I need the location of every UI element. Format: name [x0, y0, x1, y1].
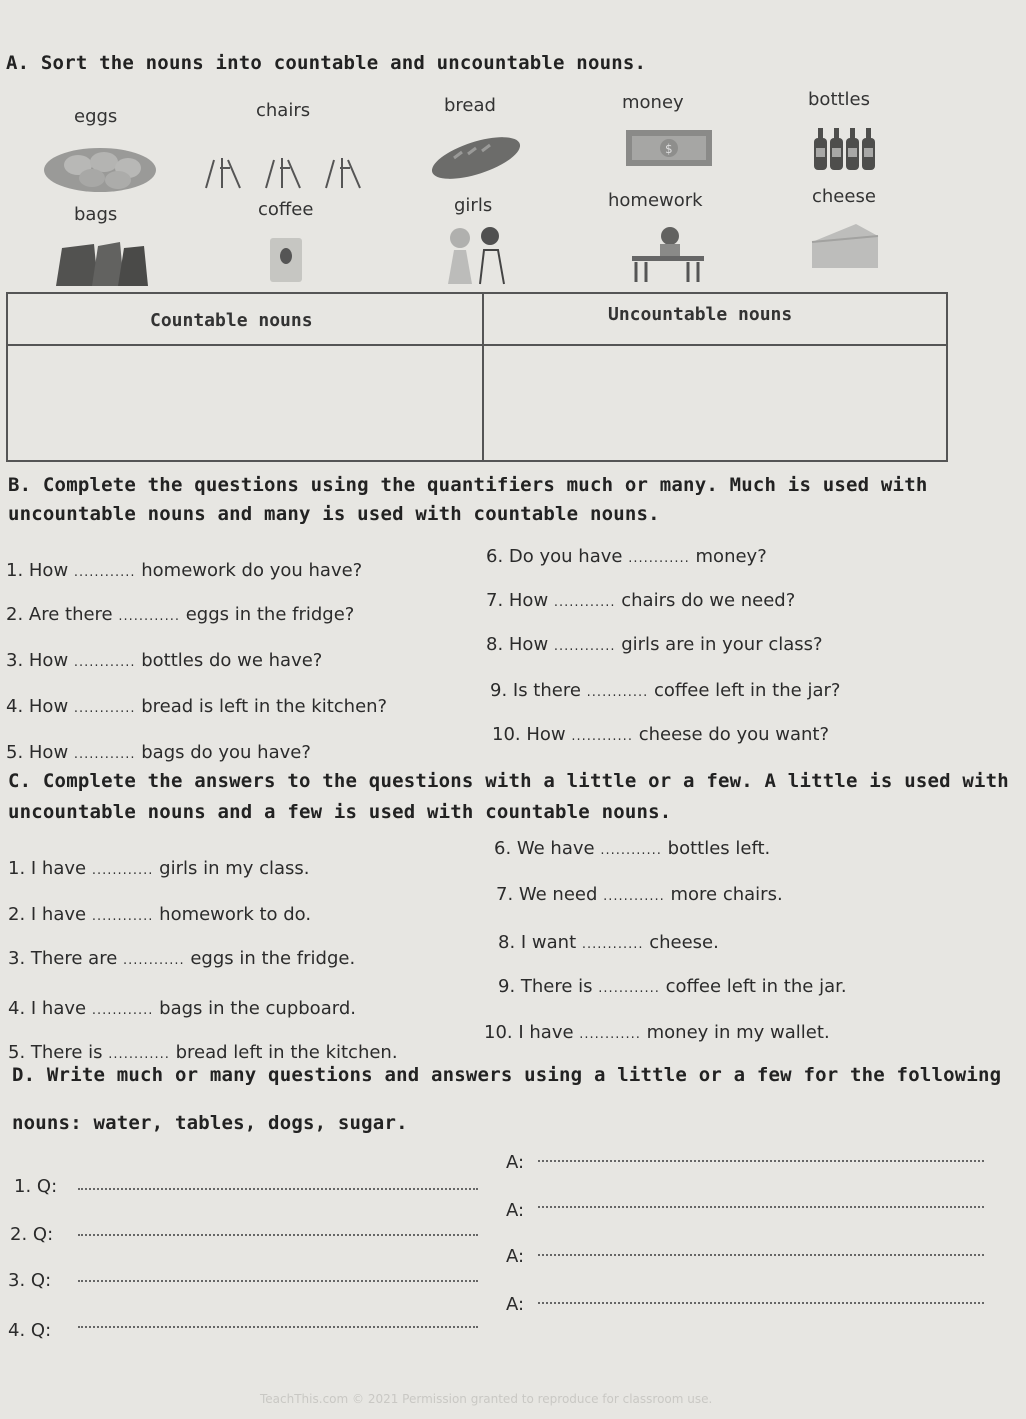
answer-blank[interactable]: ............	[581, 937, 644, 952]
homework-picture	[624, 222, 708, 284]
girls-picture	[444, 226, 510, 286]
answer-blank[interactable]: ............	[628, 551, 690, 566]
c-answer: 3. There are ............ eggs in the fridge.	[8, 948, 356, 969]
answer-blank[interactable]: ............	[571, 729, 633, 744]
countable-header: Countable nouns	[150, 310, 313, 331]
bread-picture	[428, 132, 524, 184]
word-coffee: coffee	[258, 199, 314, 220]
c-answer: 5. There is ............ bread left in the kitchen.	[8, 1042, 398, 1063]
d-answer-line[interactable]	[538, 1160, 984, 1162]
money-picture	[624, 126, 716, 170]
section-c-heading-line1: C. Complete the answers to the questions with a little or a few. A little is used with	[8, 770, 1009, 792]
answer-blank[interactable]: ............	[600, 843, 662, 858]
d-question-line[interactable]	[78, 1326, 478, 1328]
b-question: 3. How ............ bottles do we have?	[6, 650, 323, 671]
c-answer: 2. I have ............ homework to do.	[8, 904, 312, 925]
b-question: 6. Do you have ............ money?	[486, 546, 767, 567]
d-a-label: A:	[506, 1246, 525, 1267]
d-q-label: 4. Q:	[8, 1320, 52, 1341]
d-a-label: A:	[506, 1152, 525, 1173]
answer-blank[interactable]: ............	[603, 889, 665, 904]
answer-blank[interactable]: ............	[73, 655, 136, 670]
uncountable-header: Uncountable nouns	[608, 304, 793, 325]
word-eggs: eggs	[74, 106, 118, 127]
word-bags: bags	[74, 204, 118, 225]
d-answer-line[interactable]	[538, 1254, 984, 1256]
word-bread: bread	[444, 95, 496, 116]
sort-table	[6, 292, 948, 462]
word-bottles: bottles	[808, 89, 871, 110]
word-money: money	[622, 92, 684, 113]
word-girls: girls	[454, 195, 493, 216]
answer-blank[interactable]: ............	[73, 747, 136, 762]
section-c-heading-line2: uncountable nouns and a few is used with countable nouns.	[8, 801, 672, 823]
c-answer: 7. We need ............ more chairs.	[496, 884, 783, 905]
b-question: 4. How ............ bread is left in the kitchen?	[6, 696, 388, 717]
answer-blank[interactable]: ............	[579, 1027, 641, 1042]
answer-blank[interactable]: ............	[598, 981, 660, 996]
answer-blank[interactable]: ............	[108, 1047, 170, 1062]
copyright-footer: TeachThis.com © 2021 Permission granted to reproduce for classroom use.	[260, 1392, 713, 1406]
section-d-heading-line2: nouns: water, tables, dogs, sugar.	[12, 1112, 408, 1134]
answer-blank[interactable]: ............	[553, 595, 616, 610]
d-q-label: 1. Q:	[14, 1176, 58, 1197]
bottles-picture	[810, 124, 880, 174]
b-question: 10. How ............ cheese do you want?	[492, 724, 830, 745]
sort-table-header	[8, 294, 946, 346]
c-answer: 9. There is ............ coffee left in the jar.	[498, 976, 847, 997]
c-answer: 1. I have ............ girls in my class.	[8, 858, 310, 879]
c-answer: 4. I have ............ bags in the cupboard.	[8, 998, 356, 1019]
cheese-picture	[808, 218, 882, 272]
c-answer: 6. We have ............ bottles left.	[494, 838, 771, 859]
d-question-line[interactable]	[78, 1280, 478, 1282]
uncountable-column[interactable]	[484, 344, 946, 460]
countable-column[interactable]	[8, 344, 482, 460]
d-a-label: A:	[506, 1294, 525, 1315]
bags-picture	[54, 238, 150, 290]
b-question: 7. How ............ chairs do we need?	[486, 590, 796, 611]
chairs-picture	[200, 150, 380, 192]
d-q-label: 2. Q:	[10, 1224, 54, 1245]
word-homework: homework	[608, 190, 703, 211]
answer-blank[interactable]: ............	[123, 953, 185, 968]
section-d-heading-line1: D. Write much or many questions and answers using a little or a few for the following	[12, 1064, 1002, 1086]
b-question: 1. How ............ homework do you have?	[6, 560, 363, 581]
word-cheese: cheese	[812, 186, 876, 207]
coffee-picture	[266, 234, 308, 286]
b-question: 8. How ............ girls are in your class?	[486, 634, 823, 655]
answer-blank[interactable]: ............	[91, 1003, 154, 1018]
b-question: 9. Is there ............ coffee left in the jar?	[490, 680, 841, 701]
section-b-heading-line1: B. Complete the questions using the quantifiers much or many. Much is used with	[8, 474, 928, 496]
d-q-label: 3. Q:	[8, 1270, 52, 1291]
d-question-line[interactable]	[78, 1234, 478, 1236]
d-a-label: A:	[506, 1200, 525, 1221]
word-chairs: chairs	[256, 100, 311, 121]
eggs-picture	[40, 140, 162, 198]
svg-text:$: $	[665, 142, 673, 156]
c-answer: 10. I have ............ money in my wallet.	[484, 1022, 830, 1043]
d-answer-line[interactable]	[538, 1302, 984, 1304]
answer-blank[interactable]: ............	[553, 639, 616, 654]
b-question: 2. Are there ............ eggs in the fridge?	[6, 604, 355, 625]
answer-blank[interactable]: ............	[91, 863, 154, 878]
d-question-line[interactable]	[78, 1188, 478, 1190]
section-b-heading-line2: uncountable nouns and many is used with countable nouns.	[8, 503, 660, 525]
answer-blank[interactable]: ............	[73, 701, 136, 716]
c-answer: 8. I want ............ cheese.	[498, 932, 719, 953]
answer-blank[interactable]: ............	[91, 909, 154, 924]
d-answer-line[interactable]	[538, 1206, 984, 1208]
section-a-heading: A. Sort the nouns into countable and uncountable nouns.	[6, 52, 647, 74]
answer-blank[interactable]: ............	[73, 565, 136, 580]
b-question: 5. How ............ bags do you have?	[6, 742, 311, 763]
answer-blank[interactable]: ............	[118, 609, 180, 624]
answer-blank[interactable]: ............	[586, 685, 649, 700]
